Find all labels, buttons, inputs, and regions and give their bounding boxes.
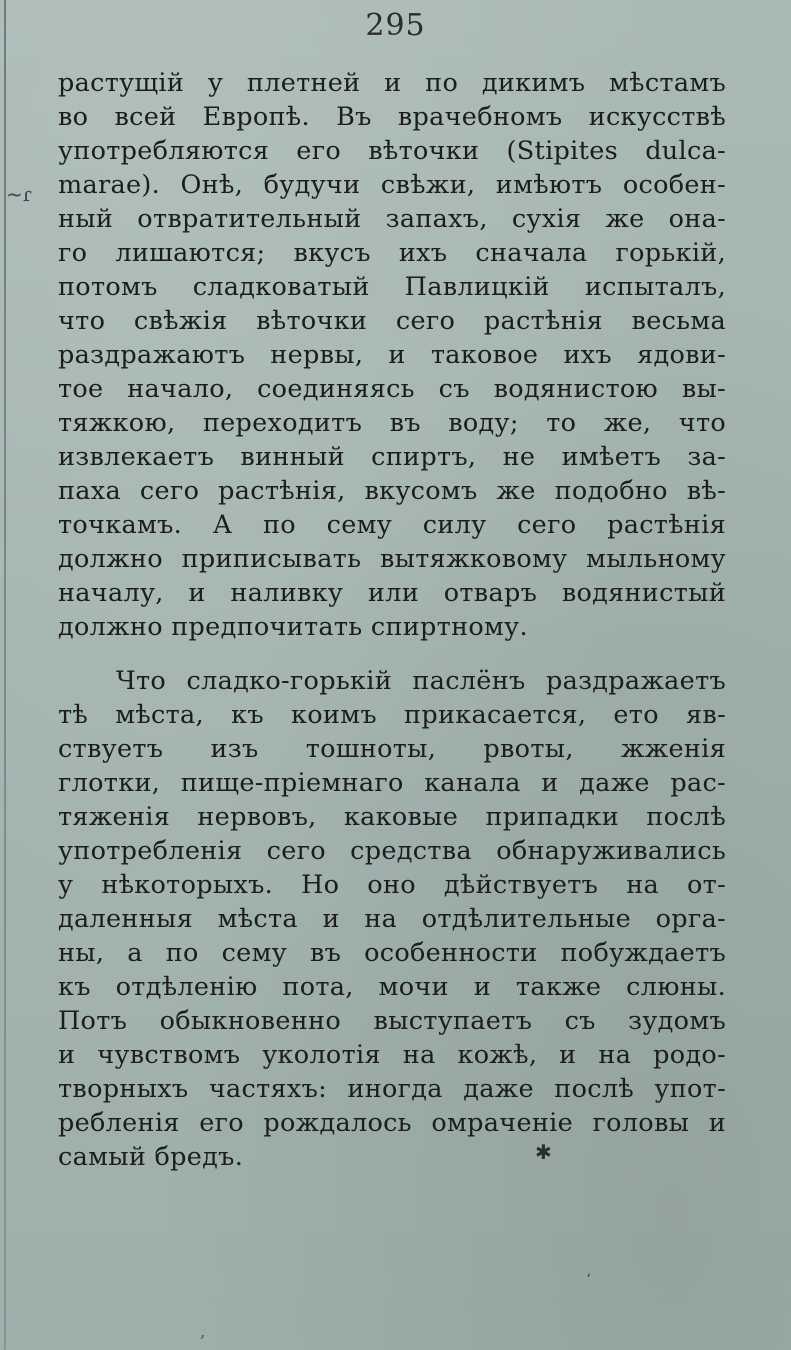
text-line: у нѣкоторыхъ. Но оно дѣйствуетъ на от- [58, 870, 726, 900]
asterisk-ornament: ✱ [535, 1140, 552, 1164]
text-line: ребленія его рождалось омраченіе головы и [58, 1108, 726, 1138]
text-line: ствуетъ изъ тошноты, рвоты, жженія [58, 734, 726, 764]
paper-speck: ‘ [586, 1270, 592, 1289]
text-line: глотки, пище-пріемнаго канала и даже рас- [58, 768, 726, 798]
text-line: ны, а по сему въ особенности побуждаетъ [58, 938, 726, 968]
text-line: началу, и наливку или отваръ водянистый [58, 578, 726, 608]
text-line: ный отвратительный запахъ, сухія же она- [58, 204, 726, 234]
text-line: marae). Онѣ, будучи свѣжи, имѣютъ особен- [58, 170, 726, 200]
text-line: употребленія сего средства обнаруживались [58, 836, 726, 866]
text-line: Потъ обыкновенно выступаетъ съ зудомъ [58, 1006, 726, 1036]
text-line: тѣ мѣста, къ коимъ прикасается, ето яв- [58, 700, 726, 730]
text-line: извлекаетъ винный спиртъ, не имѣетъ за- [58, 442, 726, 472]
text-line: во всей Европѣ. Въ врачебномъ искусствѣ [58, 102, 726, 132]
text-line: къ отдѣленію пота, мочи и также слюны. [58, 972, 726, 1002]
text-line: тое начало, соединяясь съ водянистою вы- [58, 374, 726, 404]
text-line: го лишаются; вкусъ ихъ сначала горькій, [58, 238, 726, 268]
page-number: 295 [365, 8, 426, 43]
text-line: самый бредъ. [58, 1142, 244, 1172]
text-line: должно приписывать вытяжковому мыльному [58, 544, 726, 574]
text-line: раздражаютъ нервы, и таковое ихъ ядови- [58, 340, 726, 370]
paper-speck: ‚ [200, 1322, 206, 1341]
text-line: творныхъ частяхъ: иногда даже послѣ упот- [58, 1074, 726, 1104]
text-line: растущій у плетней и по дикимъ мѣстамъ [58, 68, 726, 98]
text-line: точкамъ. А по сему силу сего растѣнія [58, 510, 726, 540]
text-line: и чувствомъ уколотія на кожѣ, и на родо- [58, 1040, 726, 1070]
text-line: тяженія нервовъ, каковые припадки послѣ [58, 802, 726, 832]
text-line: тяжкою, переходитъ въ воду; то же, что [58, 408, 726, 438]
margin-mark: ~ɾ [6, 182, 32, 206]
text-line: даленныя мѣста и на отдѣлительные орга- [58, 904, 726, 934]
text-line: потомъ сладковатый Павлицкій испыталъ, [58, 272, 726, 302]
text-line: употребляются его вѣточки (Stipites dulca- [58, 136, 726, 166]
text-line: должно предпочитать спиртному. [58, 612, 528, 642]
text-line: паха сего растѣнія, вкусомъ же подобно вѣ- [58, 476, 726, 506]
text-line: что свѣжія вѣточки сего растѣнія весьма [58, 306, 726, 336]
text-line: Что сладко-горькій паслёнъ раздражаетъ [116, 666, 726, 696]
